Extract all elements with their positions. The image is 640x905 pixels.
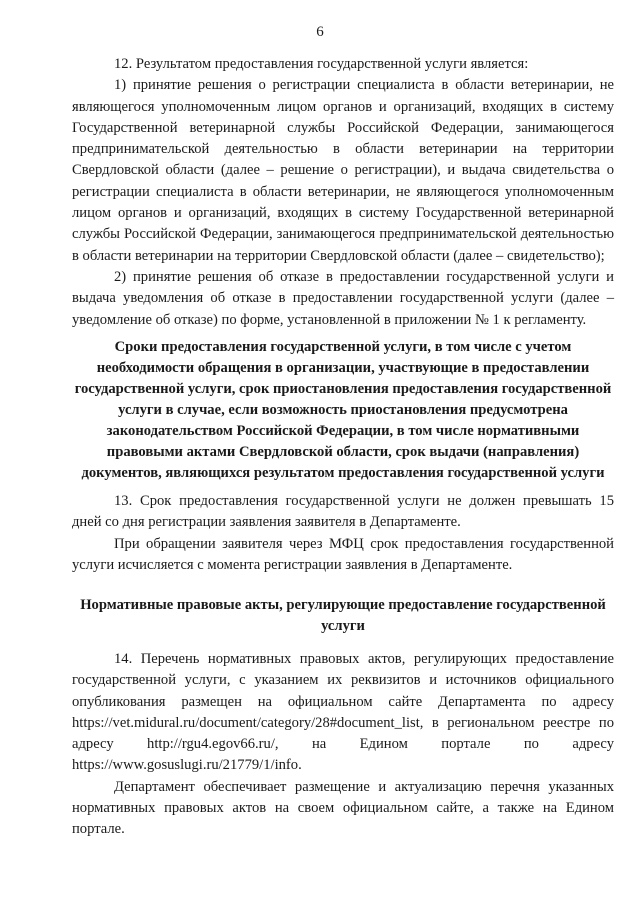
legal-acts-section — [72, 649, 614, 841]
paragraph-14: 14. Перечень нормативных правовых актов, регулирующих предоставление государственной услуги, с указанием их реквизитов и источников официального опубликования размещен на официальном сайте Департамента по адресу https://vet.midural.ru/document/category/28#document_list, в региональном реестре по адресу http://rgu4.egov66.ru/, на Едином портале по адресу https://www.gosuslugi.ru/21779/1/info. — [72, 651, 614, 774]
terms-section — [72, 491, 614, 576]
paragraph-12-item-2: 2) принятие решения об отказе в предоставлении государственной услуги и выдача уведомления об отказе в предоставлении государственной услуги (далее – уведомление об отказе) по форме, установленной в приложении № 1 к регламенту. — [72, 268, 614, 328]
paragraph-13-mfc: При обращении заявителя через МФЦ срок предоставления государственной услуги исчисляется с момента регистрации заявления в Департаменте. — [72, 535, 614, 573]
paragraph-14-department: Департамент обеспечивает размещение и актуализацию перечня указанных нормативных правовых актов на своем официальном сайте, а также на Едином портале. — [72, 778, 614, 838]
terms-heading-block — [72, 337, 614, 484]
paragraph-12-intro: 12. Результатом предоставления государственной услуги является: — [114, 56, 529, 72]
paragraph-13: 13. Срок предоставления государственной услуги не должен превышать 15 дней со дня регистрации заявления заявителя в Департаменте. — [72, 493, 614, 531]
legal-heading-block — [72, 595, 614, 637]
paragraph-12-item-1: 1) принятие решения о регистрации специалиста в области ветеринарии, не являющегося уполномоченным лицом органов и организаций, входящих в систему Государственной ветеринарной службы Российской Федерации, занимающегося предпринимательской деятельностью в области ветеринарии на территории Свердловской области (далее – решение о регистрации), и выдача свидетельства о регистрации специалиста в области ветеринарии, не являющегося уполномоченным лицом органов и организаций, входящих в систему Государственной ветеринарной службы Российской Федерации, занимающегося предпринимательской деятельностью в области ветеринарии на территории Свердловской области (далее – свидетельство); — [72, 77, 614, 264]
legal-acts-section-heading: Нормативные правовые акты, регулирующие предоставление государственной услуги — [80, 597, 606, 634]
page-number: 6 — [316, 24, 324, 40]
terms-section-heading: Сроки предоставления государственной услуги, в том числе с учетом необходимости обращения в организации, участвующие в предоставлении государственной услуги, срок приостановления предоставления государственной услуги в случае, если возможность приостановления предусмотрена законодательством Российской Федерации, в том числе нормативными правовыми актами Свердловской области, срок выдачи (направления) документов, являющихся результатом предоставления государственной услуги — [74, 339, 612, 481]
results-section — [72, 54, 614, 331]
